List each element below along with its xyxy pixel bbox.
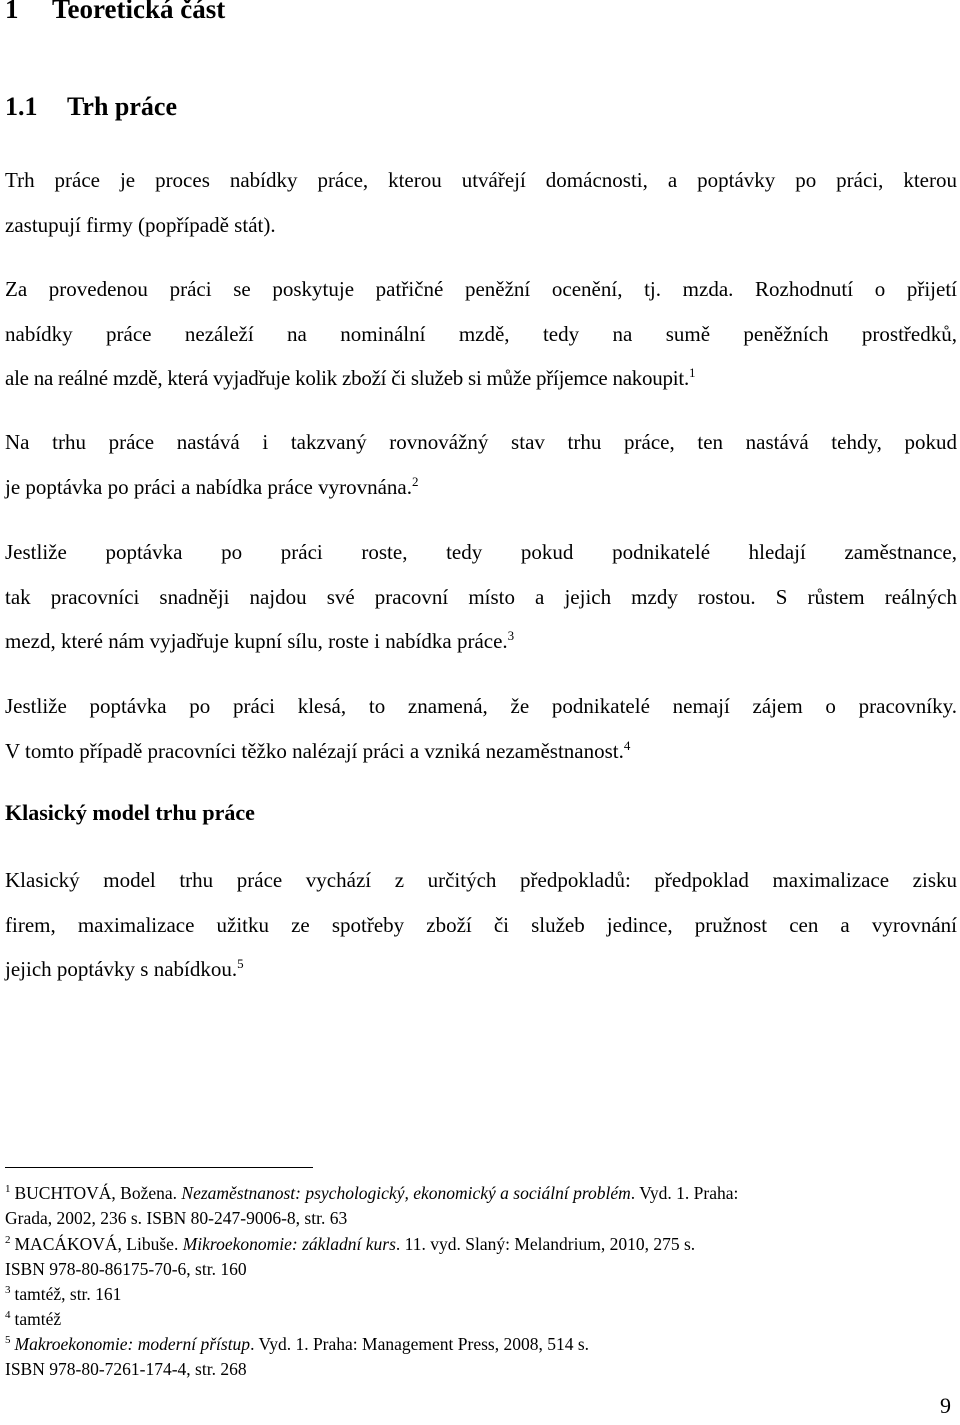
- footnote-ref[interactable]: 4: [623, 737, 631, 753]
- text-line: Jestliže poptávka po práci klesá, to znamená, že podnikatelé nemají zájem o pracovníky.: [5, 694, 957, 718]
- footnote-title: Makroekonomie: moderní přístup: [14, 1334, 251, 1354]
- footnote-separator: [5, 1167, 313, 1168]
- footnote-ref[interactable]: 1: [688, 365, 696, 381]
- footnote-isbn: Grada, 2002, 236 s. ISBN 80-247-9006-8, str. 63: [5, 1208, 348, 1228]
- footnote-isbn: ISBN 978-80-86175-70-6, str. 160: [5, 1259, 247, 1279]
- section-title: Trh práce: [67, 92, 177, 121]
- section-number: 1.1: [5, 92, 38, 121]
- text-line: [5, 619, 957, 664]
- chapter-number: 1: [5, 0, 19, 24]
- text-line-content: jejich poptávky s nabídkou.: [5, 957, 238, 982]
- footnote-author: MACÁKOVÁ, Libuše.: [14, 1234, 179, 1254]
- paragraph-demand-rises: [5, 530, 957, 664]
- footnote-ref[interactable]: 2: [412, 473, 419, 489]
- footnote-5: [5, 1332, 955, 1382]
- footnote-number: 2: [5, 1234, 11, 1246]
- text-line: [5, 465, 957, 510]
- text-line-content: V tomto případě pracovníci těžko nalézají práci a vzniká nezaměstnanost.: [5, 738, 624, 763]
- footnote-title: Nezaměstnanost: psychologický, ekonomický a sociální problém: [181, 1183, 631, 1203]
- footnote-author: tamtéž, str. 161: [14, 1284, 122, 1304]
- text-line: [5, 947, 957, 992]
- text-line: [5, 729, 957, 774]
- text-line: zastupují firmy (popřípadě stát).: [5, 212, 276, 237]
- footnote-ref[interactable]: 3: [507, 628, 515, 644]
- text-line: Trh práce je proces nabídky práce, kterou utvářejí domácnosti, a poptávky po práci, kterou: [5, 168, 957, 192]
- section-heading: [5, 92, 177, 122]
- text-line: Jestliže poptávka po práci roste, tedy pokud podnikatelé hledají zaměstnance,: [5, 540, 957, 564]
- paragraph-demand-falls: [5, 684, 957, 773]
- chapter-heading: [5, 0, 225, 25]
- text-line-content: ale na reálné mzdě, která vyjadřuje kolik zboží či služeb si může příjemce nakoupit.: [5, 366, 689, 391]
- footnote-isbn: ISBN 978-80-7261-174-4, str. 268: [5, 1359, 247, 1379]
- footnote-number: 3: [5, 1284, 11, 1296]
- footnote-1: [5, 1181, 955, 1231]
- text-line-content: je poptávka po práci a nabídka práce vyrovnána.: [5, 474, 412, 499]
- text-line: Klasický model trhu práce vychází z určitých předpokladů: předpoklad maximalizace zisku: [5, 868, 957, 892]
- paragraph-classic-model: [5, 858, 957, 992]
- text-line: tak pracovníci snadněji najdou své pracovní místo a jejich mzdy rostou. S růstem reálných: [5, 584, 957, 609]
- text-line: Za provedenou práci se poskytuje patřičné peněžní ocenění, tj. mzda. Rozhodnutí o přijetí: [5, 277, 957, 301]
- footnote-4: [5, 1307, 955, 1332]
- text-line: nabídky práce nezáleží na nominální mzdě, tedy na sumě peněžních prostředků,: [5, 321, 957, 346]
- paragraph-wage: [5, 267, 957, 401]
- paragraph-labor-market-definition: [5, 158, 957, 247]
- footnote-title: Mikroekonomie: základní kurs: [182, 1234, 396, 1254]
- footnote-2: [5, 1232, 955, 1282]
- text-line: Na trhu práce nastává i takzvaný rovnovážný stav trhu práce, ten nastává tehdy, pokud: [5, 430, 957, 454]
- footnote-3: [5, 1282, 955, 1307]
- subsection-heading: Klasický model trhu práce: [5, 800, 255, 825]
- paragraph-equilibrium: [5, 420, 957, 509]
- footnote-publication: . Vyd. 1. Praha:: [630, 1183, 739, 1203]
- footnote-author: tamtéž: [14, 1309, 62, 1329]
- footnote-number: 5: [5, 1334, 11, 1346]
- footnote-publication: . Vyd. 1. Praha: Management Press, 2008, 514 s.: [250, 1334, 590, 1354]
- footnote-publication: . 11. vyd. Slaný: Melandrium, 2010, 275 s.: [395, 1234, 696, 1254]
- text-line: [5, 356, 957, 401]
- footnote-ref[interactable]: 5: [237, 956, 244, 972]
- footnote-number: 1: [5, 1183, 11, 1195]
- footnote-author: BUCHTOVÁ, Božena.: [14, 1183, 178, 1203]
- chapter-title: Teoretická část: [52, 0, 226, 24]
- text-line-content: mezd, které nám vyjadřuje kupní sílu, roste i nabídka práce.: [5, 629, 508, 654]
- page-number: 9: [940, 1393, 951, 1418]
- text-line: firem, maximalizace užitku ze spotřeby zboží či služeb jedince, pružnost cen a vyrovnání: [5, 912, 957, 937]
- footnote-number: 4: [5, 1309, 11, 1321]
